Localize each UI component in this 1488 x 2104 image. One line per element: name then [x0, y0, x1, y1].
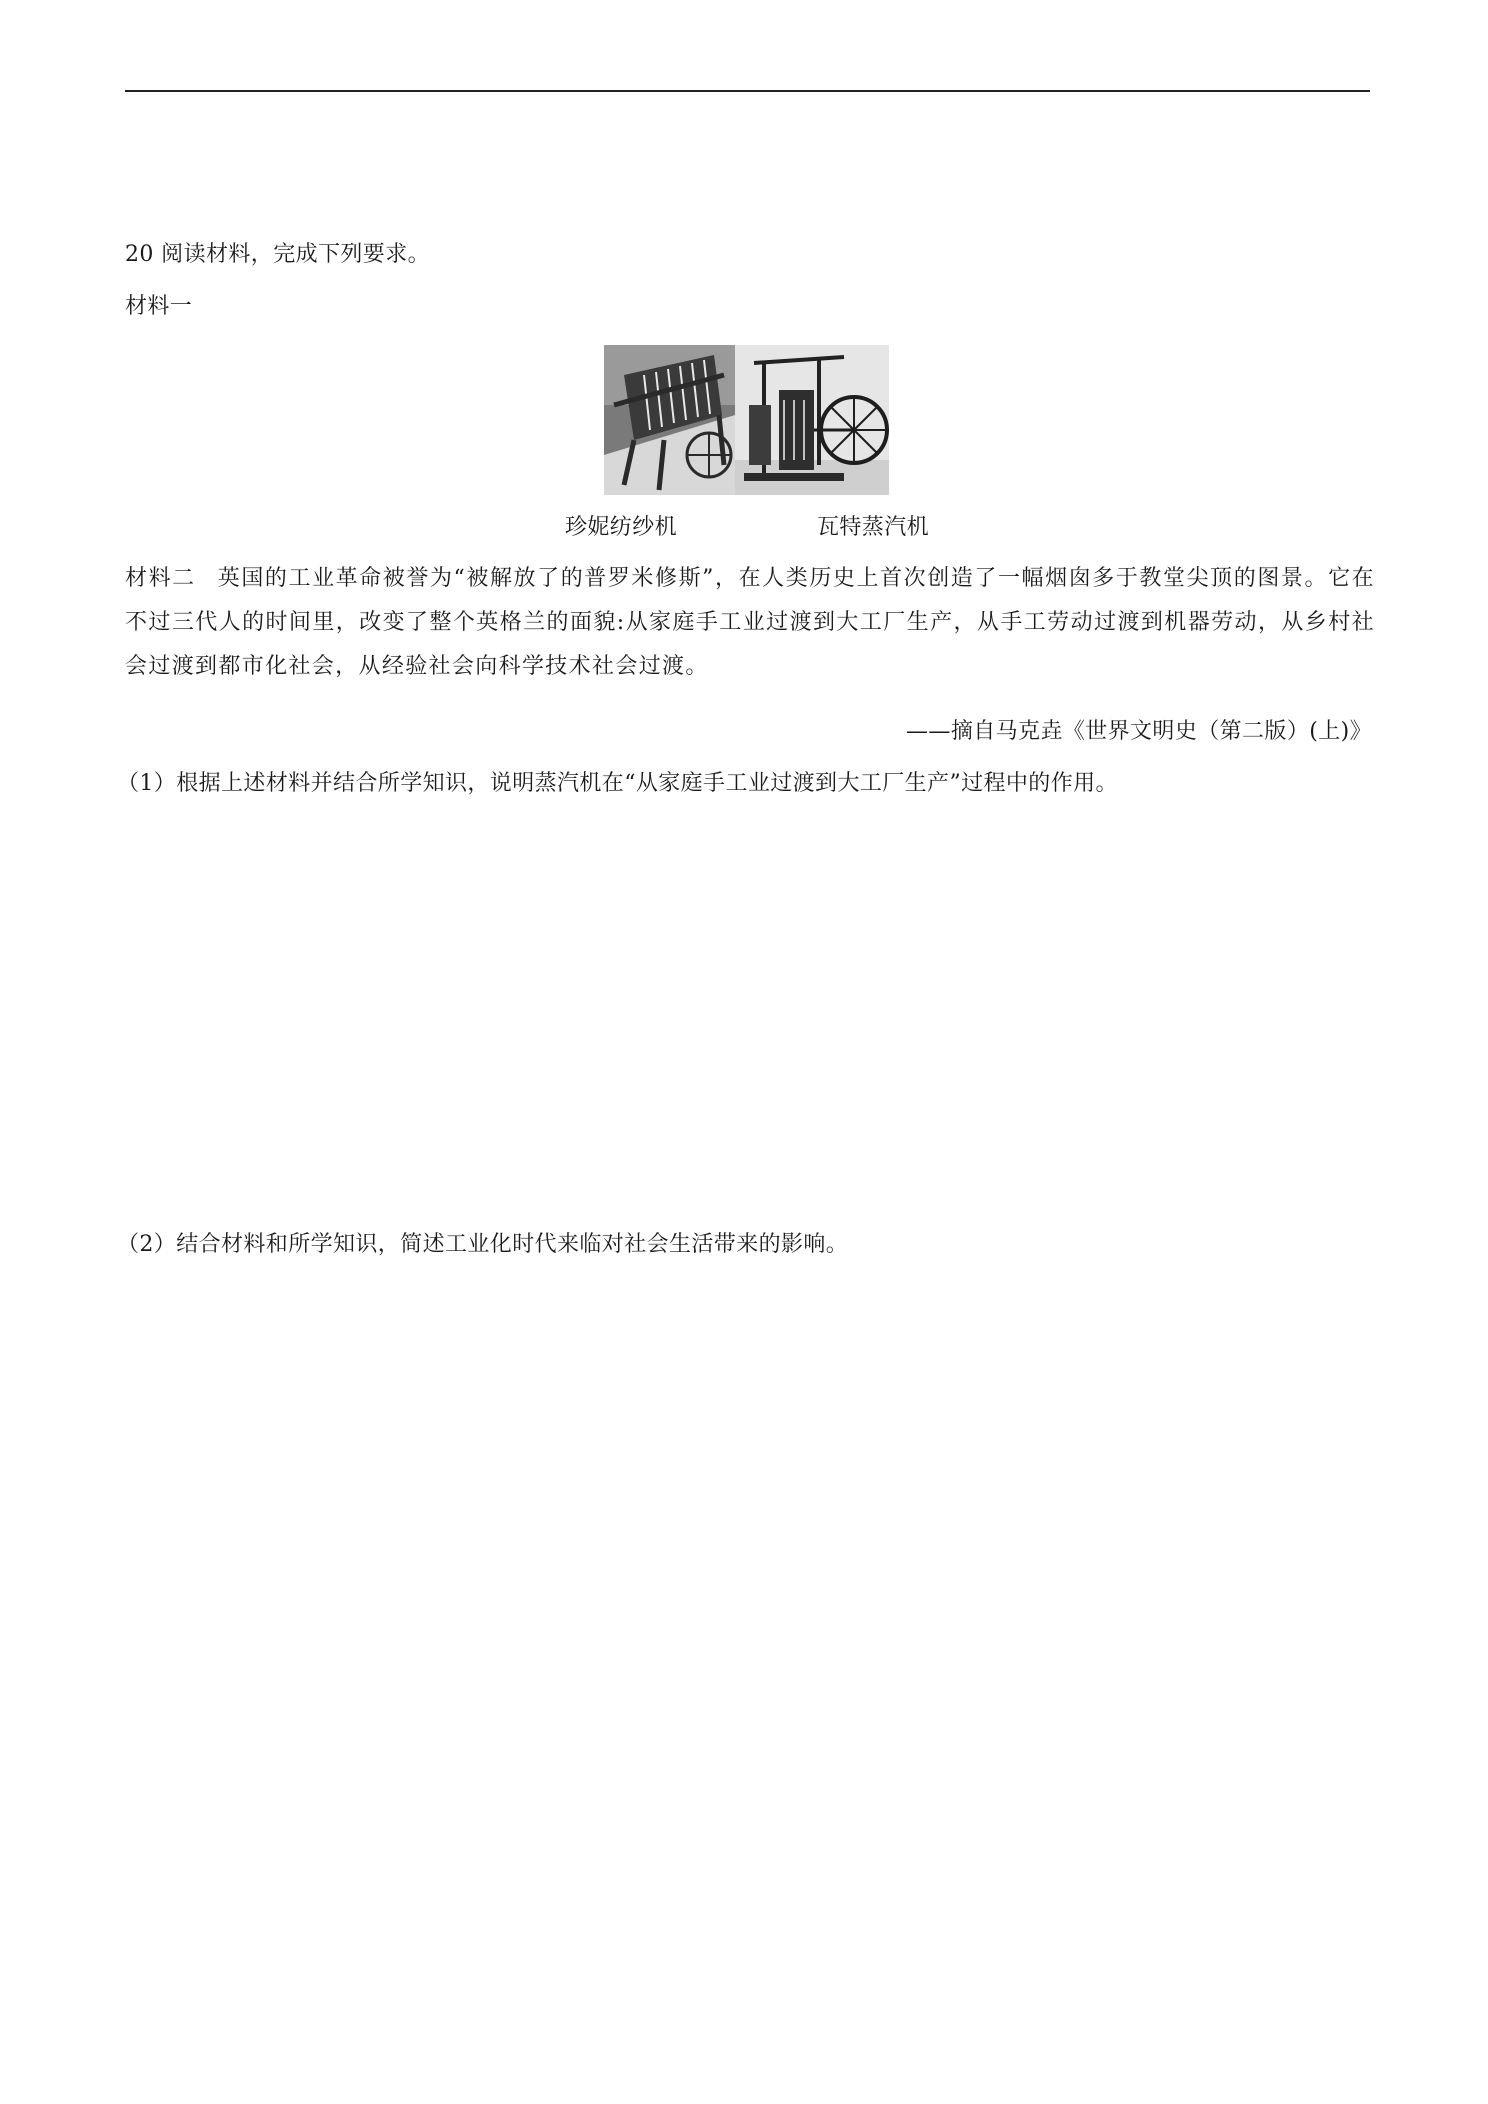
sub-question-2: （2）结合材料和所学知识，简述工业化时代来临对社会生活带来的影响。 [117, 1232, 849, 1257]
material-2-paragraph [125, 557, 1375, 689]
material-1-label: 材料一 [125, 294, 193, 319]
header-rule [125, 90, 1370, 92]
question-prompt: 20 阅读材料，完成下列要求。 [125, 242, 430, 267]
caption-spinning-jenny: 珍妮纺纱机 [565, 515, 678, 540]
sub-question-1: （1）根据上述材料并结合所学知识，说明蒸汽机在“从家庭手工业过渡到大工厂生产”过程中的作用。 [117, 771, 1118, 796]
spinning-jenny-image [604, 345, 735, 495]
watt-steam-engine-image [735, 345, 889, 495]
material-2-label: 材料二 [125, 566, 196, 591]
material-2-text: 英国的工业革命被誉为“被解放了的普罗米修斯”，在人类历史上首次创造了一幅烟囱多于教堂尖顶的图景。它在不过三代人的时间里，改变了整个英格兰的面貌:从家庭手工业过渡到大工厂生产，从手工劳动过渡到机器劳动，从乡村社会过渡到都市化社会，从经验社会向科学技术社会过渡。 [125, 566, 1375, 679]
source-citation: ——摘自马克垚《世界文明史（第二版）(上)》 [906, 719, 1372, 744]
material-1-figure [604, 345, 889, 495]
caption-steam-engine: 瓦特蒸汽机 [817, 515, 930, 540]
